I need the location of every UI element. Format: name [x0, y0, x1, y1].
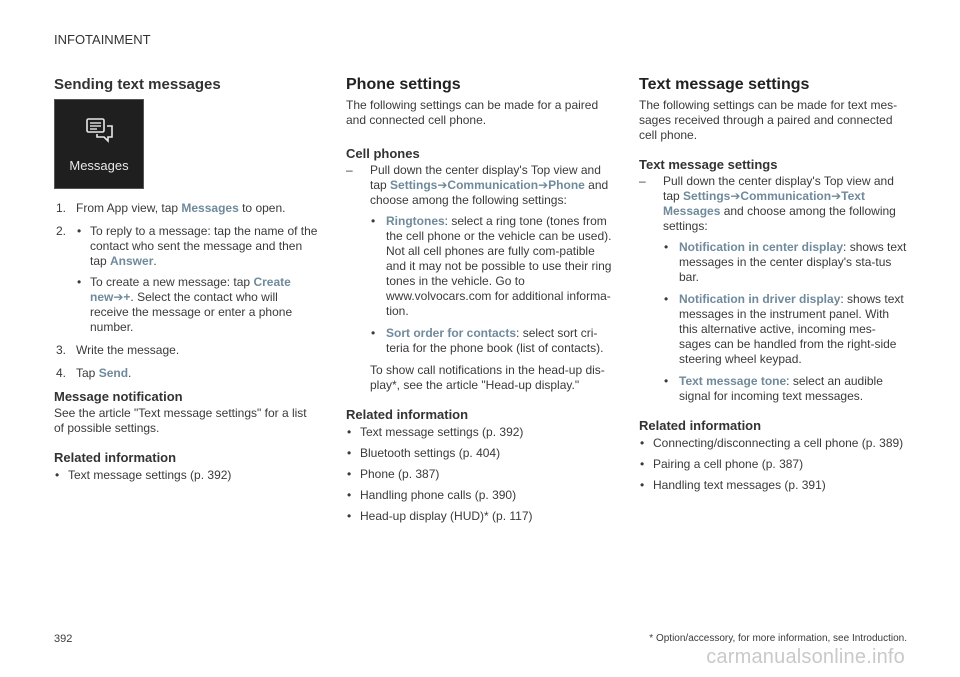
plus-link[interactable]: +	[123, 290, 131, 304]
ringtones-link[interactable]: Ringtones	[386, 214, 445, 228]
section-title: Phone settings	[346, 76, 461, 93]
step-text: From App view, tap	[76, 201, 182, 215]
instruction-text: and choose among the following settings:	[370, 178, 609, 207]
send-link[interactable]: Send	[98, 366, 129, 380]
step-3	[54, 343, 319, 358]
bullet: •	[371, 326, 376, 340]
step-2-options	[76, 224, 319, 335]
arrow-right-icon: ➔	[730, 189, 741, 203]
related-link-text: Text message settings (p. 392)	[360, 425, 524, 439]
related-title: Related information	[54, 450, 177, 465]
bullet: •	[640, 457, 645, 471]
related-link[interactable]	[346, 488, 614, 503]
related-link-text: Phone (p. 387)	[360, 467, 440, 481]
bullet: •	[77, 275, 82, 289]
related-link[interactable]	[639, 436, 907, 451]
step-text: Write the message.	[76, 343, 180, 357]
page-header: INFOTAINMENT	[54, 32, 151, 47]
communication-link[interactable]: Communication	[447, 178, 539, 192]
step-text: Tap	[76, 366, 99, 380]
dash: –	[346, 163, 353, 177]
related-title: Related information	[346, 407, 469, 422]
bullet: •	[640, 478, 645, 492]
arrow-right-icon: ➔	[113, 290, 124, 304]
related-link-text: Handling text messages (p. 391)	[653, 478, 826, 492]
driver-display-link[interactable]: Notification in driver display	[679, 292, 841, 306]
step-number: 2.	[56, 224, 67, 238]
related-title: Related information	[639, 418, 762, 433]
driver-display-option	[663, 292, 907, 367]
bullet: •	[347, 467, 352, 481]
related-link[interactable]	[346, 425, 614, 440]
settings-link[interactable]: Settings	[390, 178, 438, 192]
watermark: carmanualsonline.info	[706, 646, 905, 668]
text-messages-link[interactable]: Text Messages	[663, 189, 865, 218]
bullet: •	[664, 292, 669, 306]
intro-text: The following settings can be made for a paired and connected cell phone.	[346, 98, 599, 127]
center-display-link[interactable]: Notification in center display	[679, 240, 844, 254]
related-link[interactable]	[346, 467, 614, 482]
bullet: •	[371, 214, 376, 228]
instruction-text: and choose among the following settings:	[663, 204, 896, 233]
related-link[interactable]	[346, 509, 614, 524]
arrow-right-icon: ➔	[538, 178, 549, 192]
column-text-message-settings	[639, 76, 907, 499]
messages-tile-label: Messages	[69, 158, 129, 173]
create-new-link[interactable]: Create new	[90, 275, 291, 304]
related-link-text: Handling phone calls (p. 390)	[360, 488, 517, 502]
footnote: * Option/accessory, for more information, see Introduction.	[649, 633, 907, 644]
step-text: to open.	[238, 201, 286, 215]
answer-link[interactable]: Answer	[110, 254, 154, 268]
dash: –	[639, 174, 646, 188]
related-list	[639, 436, 907, 493]
bullet: •	[347, 425, 352, 439]
ringtones-option	[370, 214, 614, 319]
step-number: 3.	[56, 343, 67, 357]
create-option	[76, 275, 319, 335]
option-text: To create a new message: tap	[90, 275, 254, 289]
bullet: •	[640, 436, 645, 450]
related-link-text: Pairing a cell phone (p. 387)	[653, 457, 804, 471]
arrow-right-icon: ➔	[437, 178, 448, 192]
option-text: : shows text messages in the instrument panel. With this alternative active, incoming mes-sages can be handled from the right-side steering wheel keypad.	[679, 292, 904, 366]
messages-link[interactable]: Messages	[181, 201, 239, 215]
related-list	[346, 425, 614, 524]
option-text: To reply to a message: tap the name of the contact who sent the message and then tap	[90, 224, 318, 268]
option-text: : select sort cri-teria for the phone book (list of contacts).	[386, 326, 604, 355]
communication-link[interactable]: Communication	[740, 189, 832, 203]
instruction	[639, 174, 907, 404]
option-text: : shows text messages in the center display's sta-tus bar.	[679, 240, 907, 284]
notification-text: See the article "Text message settings" for a list of possible settings.	[54, 406, 307, 435]
related-link[interactable]	[346, 446, 614, 461]
step-1	[54, 201, 319, 216]
related-link[interactable]	[639, 457, 907, 472]
step-2	[54, 224, 319, 335]
instruction-text: Pull down the center display's Top view and tap	[370, 163, 601, 192]
related-link-text: Head-up display (HUD)* (p. 117)	[360, 509, 533, 523]
option-text: : select an audible signal for incoming text messages.	[679, 374, 883, 403]
section-title: Sending text messages	[54, 76, 221, 93]
sort-order-link[interactable]: Sort order for contacts	[386, 326, 517, 340]
sort-order-option	[370, 326, 614, 356]
subsection-title: Cell phones	[346, 146, 420, 161]
settings-options	[370, 214, 614, 356]
bullet: •	[347, 509, 352, 523]
option-text: : select a ring tone (tones from the cell phone or the vehicle can be used). Not all cell phones are fully com-patible and it may not be possible to use their ring tones in the vehicle. Go to www.volvocars.com for additional informa-tion.	[386, 214, 612, 318]
bullet: •	[664, 240, 669, 254]
related-link[interactable]	[639, 478, 907, 493]
column-phone-settings	[346, 76, 614, 530]
messages-icon	[85, 117, 115, 145]
intro-text: The following settings can be made for text mes-sages received through a paired and connected cell phone.	[639, 98, 898, 142]
subsection-title: Message notification	[54, 389, 183, 404]
step-number: 4.	[56, 366, 67, 380]
reply-option	[76, 224, 319, 269]
messages-app-tile[interactable]	[54, 99, 144, 189]
page-number: 392	[54, 633, 73, 645]
related-link-text: Connecting/disconnecting a cell phone (p. 389)	[653, 436, 904, 450]
arrow-right-icon: ➔	[831, 189, 842, 203]
phone-link[interactable]: Phone	[548, 178, 585, 192]
center-display-option	[663, 240, 907, 285]
subsection-title: Text message settings	[639, 157, 778, 172]
bullet: •	[347, 446, 352, 460]
step-4	[54, 366, 319, 381]
bullet: •	[664, 374, 669, 388]
settings-options	[663, 240, 907, 404]
step-number: 1.	[56, 201, 67, 215]
related-link[interactable]	[54, 468, 319, 483]
column-sending-text-messages	[54, 76, 319, 489]
option-text: .	[153, 254, 157, 268]
instruction	[346, 163, 614, 393]
instruction-text: Pull down the center display's Top view and tap	[663, 174, 894, 203]
message-tone-link[interactable]: Text message tone	[679, 374, 787, 388]
hud-note: To show call notifications in the head-up dis-play*, see the article "Head-up display."	[370, 363, 605, 392]
bullet: •	[77, 224, 82, 238]
settings-link[interactable]: Settings	[683, 189, 731, 203]
related-list	[54, 468, 319, 483]
section-title: Text message settings	[639, 76, 810, 93]
related-link-text: Bluetooth settings (p. 404)	[360, 446, 501, 460]
bullet: •	[55, 468, 60, 482]
steps-list	[54, 201, 319, 381]
related-link-text: Text message settings (p. 392)	[68, 468, 232, 482]
tone-option	[663, 374, 907, 404]
step-text: .	[128, 366, 132, 380]
bullet: •	[347, 488, 352, 502]
option-text: . Select the contact who will receive the message or enter a phone number.	[90, 290, 293, 334]
